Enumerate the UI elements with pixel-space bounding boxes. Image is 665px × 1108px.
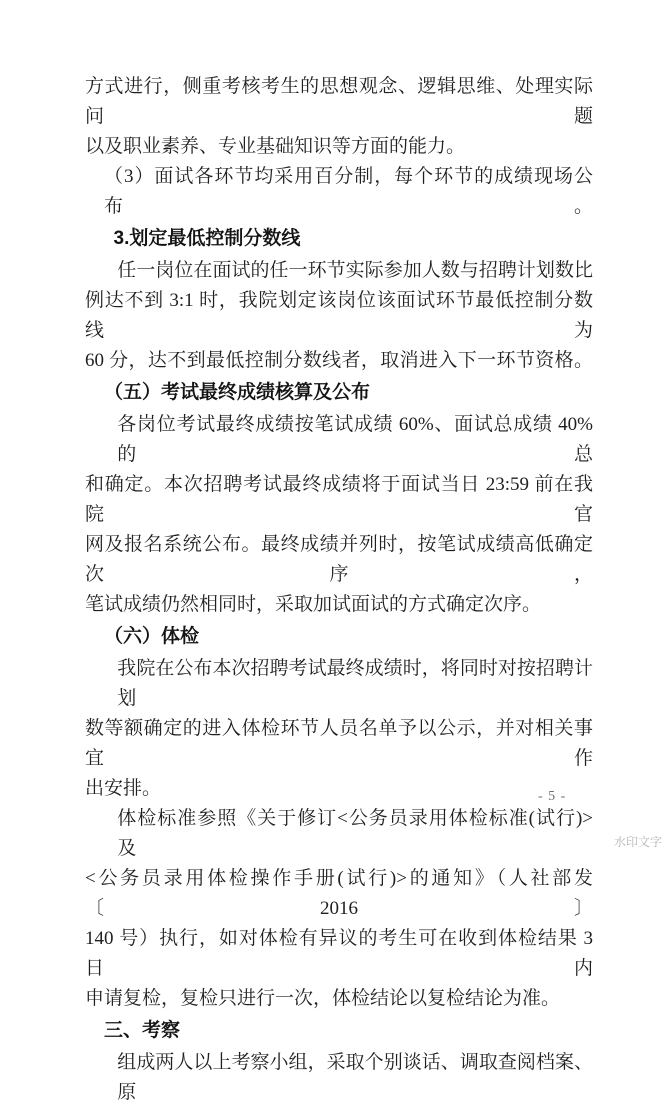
- text-line: 任一岗位在面试的任一环节实际参加人数与招聘计划数比: [117, 260, 593, 281]
- text-line: 和确定。本次招聘考试最终成绩将于面试当日 23:59 前在我院官: [85, 474, 593, 525]
- text-line: （3）面试各环节均采用百分制，每个环节的成绩现场公布。: [104, 166, 593, 217]
- text-line: 我院在公布本次招聘考试最终成绩时，将同时对按招聘计划: [117, 658, 593, 709]
- page-number: - 5 -: [538, 789, 567, 804]
- heading-line: 3.划定最低控制分数线: [113, 228, 301, 249]
- text-line: 140 号）执行，如对体检有异议的考生可在收到体检结果 3 日内: [85, 928, 593, 979]
- text-line: 体检标准参照《关于修订<公务员录用体检标准(试行)> 及: [117, 808, 613, 859]
- text-line: 例达不到 3:1 时，我院划定该岗位该面试环节最低控制分数线为: [85, 290, 593, 341]
- heading-line: 三、考察: [104, 1020, 181, 1041]
- heading-line: （五）考试最终成绩核算及公布: [104, 382, 371, 403]
- text-line: 组成两人以上考察小组，采取个别谈话、调取查阅档案、原: [117, 1052, 593, 1103]
- text-line: 网及报名系统公布。最终成绩并列时，按笔试成绩高低确定次序，: [85, 534, 593, 585]
- text-line: 数等额确定的进入体检环节人员名单予以公示，并对相关事宜作: [85, 718, 593, 769]
- text-line: 以及职业素养、专业基础知识等方面的能力。: [85, 136, 466, 157]
- watermark-text: 水印文字: [613, 835, 662, 849]
- text-line: 60 分，达不到最低控制分数线者，取消进入下一环节资格。: [85, 350, 593, 371]
- text-line: 笔试成绩仍然相同时，采取加试面试的方式确定次序。: [85, 594, 542, 615]
- text-line: <公务员录用体检操作手册(试行)>的通知》（人社部发〔2016〕: [85, 868, 593, 919]
- text-line: 各岗位考试最终成绩按笔试成绩 60%、面试总成绩 40%的总: [117, 414, 593, 465]
- heading-line: （六）体检: [104, 626, 200, 647]
- document-body: [85, 72, 613, 1108]
- text-line: 申请复检，复检只进行一次，体检结论以复检结论为准。: [85, 988, 561, 1009]
- text-line: 方式进行，侧重考核考生的思想观念、逻辑思维、处理实际问题: [85, 76, 593, 127]
- text-line: 出安排。: [85, 778, 162, 799]
